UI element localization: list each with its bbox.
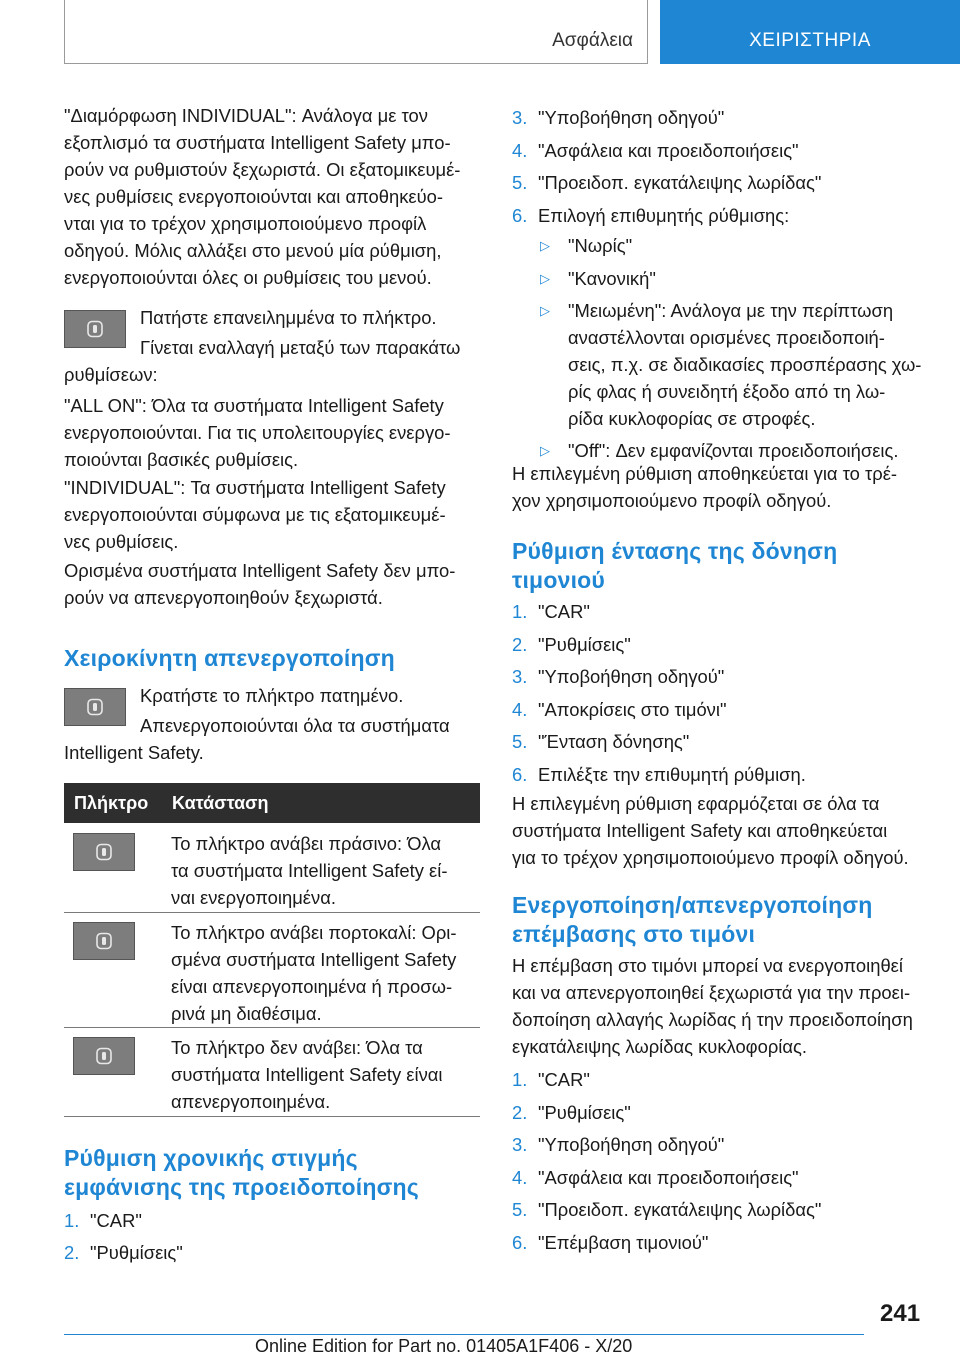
step-text: "Προειδοπ. εγκατάλειψης λωρίδας"	[538, 172, 822, 193]
step-number: 5.	[512, 1199, 528, 1220]
list-item	[512, 200, 821, 233]
text-line: ρούν να απενεργοποιηθούν ξεχωριστά.	[64, 587, 383, 608]
text-line: σμένα συστήματα Intelligent Safety	[171, 949, 457, 970]
text-line: Η επιλεγμένη ρύθμιση εφαρμόζεται σε όλα τα	[512, 793, 880, 814]
list-item	[64, 1237, 183, 1269]
heading-line: τιμονιού	[512, 566, 605, 593]
text-line: εγκατάλειψης λωρίδας κυκλοφορίας.	[512, 1036, 807, 1057]
step-number: 3.	[512, 666, 528, 687]
intro-paragraph	[64, 102, 484, 291]
text-line: οδηγού. Μόλις αλλάξει στο μενού μία ρύθμιση,	[64, 240, 442, 261]
list-item	[512, 1162, 821, 1195]
text-line: Intelligent Safety.	[64, 742, 204, 763]
text-line: Η επιλεγμένη ρύθμιση αποθηκεύεται για το τρέ-	[512, 463, 898, 484]
step-number: 4.	[512, 1166, 528, 1188]
step-text: "Ασφάλεια και προειδοποιήσεις"	[538, 1166, 799, 1188]
text-line: τα συστήματα Intelligent Safety εί-	[171, 860, 448, 881]
deactivated-text	[64, 712, 484, 766]
text-line: νες ρυθμίσεις ενεργοποιούνται και αποθηκεύο-	[64, 186, 444, 207]
applied-paragraph	[512, 790, 942, 871]
option-text: "Κανονική"	[568, 267, 656, 289]
step-number: 1.	[512, 1069, 528, 1090]
step-text: "CAR"	[90, 1210, 142, 1231]
step-text: "Ασφάλεια και προειδοποιήσεις"	[538, 139, 799, 161]
list-item	[512, 694, 806, 727]
text-line: ναι ενεργοποιημένα.	[171, 887, 336, 908]
text-line: ποιούνται βασικές ρυθμίσεις.	[64, 449, 299, 470]
step-text: "Υποβοήθηση οδηγού"	[538, 1134, 725, 1155]
heading-steering-intervention	[512, 891, 873, 948]
option-text: "Off": Δεν εμφανίζονται προειδοποιήσεις.	[568, 440, 899, 461]
step-number: 4.	[512, 698, 528, 720]
heading-warning-timing	[64, 1144, 419, 1201]
step-number: 6.	[512, 763, 528, 785]
step-text: "Επέμβαση τιμονιού"	[538, 1231, 709, 1253]
some-systems-paragraph	[64, 557, 484, 611]
text-line: ρίς φλας ή συνειδητή έξοδο από τη λω-	[568, 381, 886, 402]
list-item	[512, 135, 821, 168]
triangle-right-icon: ▷	[540, 270, 550, 286]
intelligent-safety-button-icon	[73, 922, 135, 960]
list-item	[540, 297, 940, 432]
header-section-box	[64, 0, 648, 64]
step-number: 6.	[512, 204, 528, 226]
list-item	[512, 596, 806, 629]
switch-text	[64, 334, 484, 388]
text-line: "Διαμόρφωση INDIVIDUAL": Ανάλογα με τον	[64, 105, 428, 126]
page-number: 241	[880, 1300, 921, 1327]
heading-line: Ρύθμιση χρονικής στιγμής	[64, 1145, 358, 1171]
step-text: "Υποβοήθηση οδηγού"	[538, 107, 725, 128]
text-line: Το πλήκτρο ανάβει πράσινο: Όλα	[171, 833, 442, 854]
step-number: 2.	[64, 1242, 80, 1263]
step-text: Επιλέξτε την επιθυμητή ρύθμιση.	[538, 763, 806, 785]
step-number: 5.	[512, 172, 528, 193]
step-number: 1.	[64, 1210, 80, 1231]
text-line: ενεργοποιούνται σύμφωνα με τις εξατομικευμέ-	[64, 504, 446, 525]
list-item	[512, 167, 821, 200]
heading-line: επέμβασης στο τιμόνι	[512, 920, 756, 947]
heading-line: εμφάνισης της προειδοποίησης	[64, 1173, 419, 1200]
text-line: "ALL ON": Όλα τα συστήματα Intelligent Safety	[64, 395, 444, 416]
list-item	[512, 1097, 821, 1130]
list-item	[512, 759, 806, 792]
list-item	[64, 1205, 183, 1237]
table-divider	[64, 912, 480, 913]
steering-steps-list	[512, 1064, 821, 1259]
text-line: ρούν να ρυθμιστούν ξεχωριστά. Οι εξατομικευμέ-	[64, 159, 461, 180]
text-line: Απενεργοποιούνται όλα τα συστήματα	[140, 715, 450, 736]
step-text: "Υποβοήθηση οδηγού"	[538, 666, 725, 687]
heading-vibration-intensity	[512, 537, 837, 594]
press-repeat-text: Πατήστε επανειλημμένα το πλήκτρο.	[140, 307, 437, 328]
text-line: ρίδα κυκλοφορίας σε στροφές.	[568, 408, 816, 429]
step-number: 2.	[512, 633, 528, 655]
heading-line: Ρύθμιση έντασης της δόνηση	[512, 538, 838, 564]
text-line: ρινά μη διαθέσιμα.	[171, 1003, 322, 1024]
list-item	[512, 726, 806, 759]
all-on-paragraph	[64, 392, 484, 473]
step-number: 5.	[512, 731, 528, 752]
heading-line: Ενεργοποίηση/απενεργοποίηση	[512, 892, 873, 918]
list-item	[512, 1227, 821, 1260]
step-number: 1.	[512, 601, 528, 622]
saved-paragraph	[512, 460, 932, 514]
triangle-right-icon: ▷	[540, 238, 550, 253]
list-item	[512, 661, 806, 694]
text-line: "Μειωμένη": Ανάλογα με την περίπτωση	[568, 300, 894, 321]
steer-paragraph	[512, 952, 942, 1060]
text-line: Η επέμβαση στο τιμόνι μπορεί να ενεργοποιηθεί	[512, 955, 903, 976]
text-line: ρυθμίσεων:	[64, 364, 158, 385]
step-text: "Προειδοπ. εγκατάλειψης λωρίδας"	[538, 1199, 822, 1220]
step-text: "Αποκρίσεις στο τιμόνι"	[538, 698, 727, 720]
step-number: 3.	[512, 107, 528, 128]
table-col-button: Πλήκτρο	[74, 793, 149, 813]
text-line: χον χρησιμοποιούμενο προφίλ οδηγού.	[512, 490, 832, 511]
intelligent-safety-button-icon	[73, 1037, 135, 1075]
text-line: Το πλήκτρο ανάβει πορτοκαλί: Ορι-	[171, 922, 457, 943]
list-item	[512, 1129, 821, 1162]
table-divider	[64, 1116, 480, 1117]
step-number: 4.	[512, 139, 528, 161]
step-text: "CAR"	[538, 601, 590, 622]
step-text: "Ένταση δόνησης"	[538, 731, 690, 752]
text-line: ενεργοποιούνται όλες οι ρυθμίσεις του μενού.	[64, 267, 432, 288]
list-item	[512, 1064, 821, 1097]
intelligent-safety-button-icon	[73, 833, 135, 871]
list-item	[512, 1194, 821, 1227]
step-number: 2.	[512, 1101, 528, 1123]
text-line: Το πλήκτρο δεν ανάβει: Όλα τα	[171, 1037, 423, 1058]
step-text: Επιλογή επιθυμητής ρύθμισης:	[538, 204, 790, 226]
triangle-right-icon: ▷	[540, 443, 550, 458]
text-line: είναι απενεργοποιημένα ή προσω-	[171, 976, 453, 997]
text-line: Γίνεται εναλλαγή μεταξύ των παρακάτω	[140, 337, 461, 358]
text-line: Ορισμένα συστήματα Intelligent Safety δεν μπο-	[64, 560, 456, 581]
footer-divider	[64, 1334, 864, 1335]
text-line: δοποίηση αλλαγής λωρίδας ή την προειδοποίηση	[512, 1009, 913, 1030]
step-text: "Ρυθμίσεις"	[538, 633, 631, 655]
text-line: σεις, π.χ. σε διαδικασίες προσπέρασης χω-	[568, 354, 922, 375]
list-item	[512, 102, 821, 135]
step-text: "CAR"	[538, 1069, 590, 1090]
text-line: απενεργοποιημένα.	[171, 1091, 331, 1112]
step-number: 6.	[512, 1231, 528, 1253]
text-line: για το τρέχον χρησιμοποιούμενο προφίλ οδηγού.	[512, 847, 909, 868]
hold-text: Κρατήστε το πλήκτρο πατημένο.	[140, 685, 404, 706]
header-chapter-tab: ΧΕΙΡΙΣΤΗΡΙΑ	[660, 0, 960, 64]
table-row	[171, 830, 447, 911]
text-line: εξοπλισμό τα συστήματα Intelligent Safety μπο-	[64, 132, 451, 153]
header-section-title: Ασφάλεια	[552, 30, 633, 51]
text-line: αναστέλλονται ορισμένες προειδοποιή-	[568, 327, 885, 348]
lane-warning-steps	[512, 102, 821, 232]
table-row	[171, 919, 457, 1027]
text-line: νται για το τρέχον χρησιμοποιούμενο προφίλ	[64, 213, 427, 234]
footer-edition: Online Edition for Part no. 01405A1F406 - X/20	[255, 1336, 633, 1356]
vibration-steps-list	[512, 596, 806, 791]
table-row	[171, 1034, 443, 1115]
heading-manual-deactivation: Χειροκίνητη απενεργοποίηση	[64, 645, 395, 671]
list-item	[512, 629, 806, 662]
table-header	[64, 783, 480, 823]
text-line: και να απενεργοποιηθεί ξεχωριστά για την προει-	[512, 982, 911, 1003]
step-number: 3.	[512, 1134, 528, 1155]
individual-paragraph	[64, 474, 484, 555]
table-col-status: Κατάσταση	[172, 793, 269, 813]
text-line: συστήματα Intelligent Safety είναι	[171, 1064, 443, 1085]
step-text: "Ρυθμίσεις"	[538, 1101, 631, 1123]
options-list	[540, 232, 940, 464]
table-divider	[64, 1027, 480, 1028]
option-text: "Νωρίς"	[568, 235, 633, 256]
timing-steps-list	[64, 1205, 183, 1269]
list-item	[540, 232, 940, 265]
step-text: "Ρυθμίσεις"	[90, 1242, 183, 1263]
list-item	[540, 265, 940, 298]
text-line: νες ρυθμίσεις.	[64, 531, 179, 552]
text-line: "INDIVIDUAL": Τα συστήματα Intelligent Safety	[64, 477, 446, 498]
text-line: ενεργοποιούνται. Για τις υπολειτουργίες ενεργο-	[64, 422, 451, 443]
triangle-right-icon: ▷	[540, 303, 550, 318]
text-line: συστήματα Intelligent Safety και αποθηκεύεται	[512, 820, 888, 841]
